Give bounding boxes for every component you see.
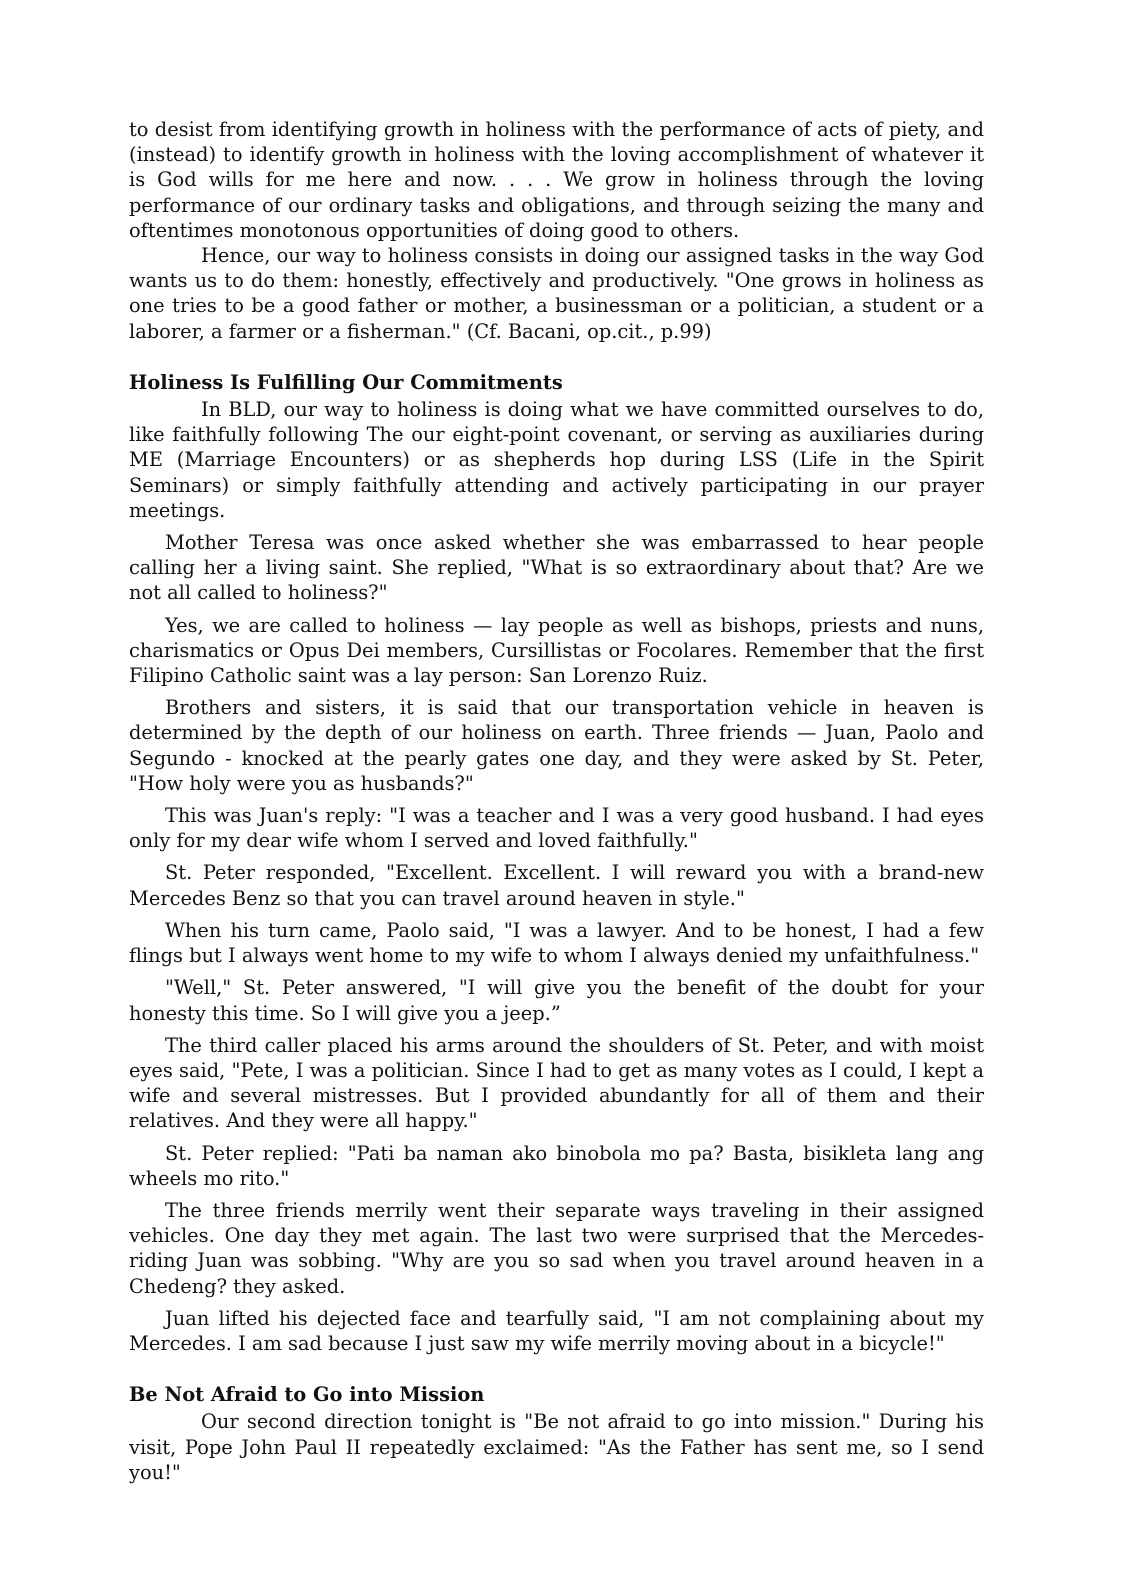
section1-paragraph-12: Juan lifted his dejected face and tearfully said, "I am not complaining about my Mercedes. I am sad because I just saw my wife merrily moving about in a bicycle!" — [129, 1306, 984, 1355]
section-heading-mission: Be Not Afraid to Go into Mission — [129, 1383, 485, 1407]
section1-paragraph-8: "Well," St. Peter answered, "I will give you the benefit of the doubt for your honesty this time. So I will give you a jeep.” — [129, 976, 984, 1025]
section1-paragraph-4: Brothers and sisters, it is said that our transportation vehicle in heaven is determined by the depth of our holiness on earth. Three friends — Juan, Paolo and Segundo - knocked at the pearly gates one day, and they were asked by St. Peter, "How holy were you as husbands?" — [129, 696, 984, 795]
section1-paragraph-2: Mother Teresa was once asked whether she was embarrassed to hear people calling her a living saint. She replied, "What is so extraordinary about that? Are we not all called to holiness?" — [129, 531, 984, 605]
section1-paragraph-6: St. Peter responded, "Excellent. Excellent. I will reward you with a brand-new Mercedes Benz so that you can travel around heaven in style." — [129, 861, 984, 910]
section1-paragraph-5: This was Juan's reply: "I was a teacher and I was a very good husband. I had eyes only for my dear wife whom I served and loved faithfully." — [129, 804, 984, 853]
section2-paragraph-1: Our second direction tonight is "Be not afraid to go into mission." During his visit, Pope John Paul II repeatedly exclaimed: "As the Father has sent me, so I send you!" — [129, 1410, 984, 1484]
section1-paragraph-3: Yes, we are called to holiness — lay people as well as bishops, priests and nuns, charismatics or Opus Dei members, Cursillistas or Focolares. Remember that the first Filipino Catholic saint was a lay person: San Lorenzo Ruiz. — [129, 613, 984, 688]
document-page — [129, 117, 984, 1485]
section-heading-holiness: Holiness Is Fulfilling Our Commitments — [129, 370, 563, 394]
section1-paragraph-7: When his turn came, Paolo said, "I was a lawyer. And to be honest, I had a few flings but I always went home to my wife to whom I always denied my unfaithfulness." — [129, 918, 984, 968]
intro-paragraph-1: to desist from identifying growth in holiness with the performance of acts of piety, and (instead) to identify growth in holiness with the loving accomplishment of whatever it is God wills for me here and now. . . . We grow in holiness through the loving performance of our ordinary tasks and obligations, and through seizing the many and oftentimes monotonous opportunities of doing good to others. — [129, 118, 984, 242]
section1-paragraph-10: St. Peter replied: "Pati ba naman ako binobola mo pa? Basta, bisikleta lang ang wheels mo rito." — [129, 1141, 984, 1190]
section1-paragraph-11: The three friends merrily went their separate ways traveling in their assigned vehicles. One day they met again. The last two were surprised that the Mercedes-riding Juan was sobbing. "Why are you so sad when you travel around heaven in a Chedeng? they asked. — [129, 1198, 984, 1298]
section1-paragraph-9: The third caller placed his arms around the shoulders of St. Peter, and with moist eyes said, "Pete, I was a politician. Since I had to get as many votes as I could, I kept a wife and several mistresses. But I provided abundantly for all of them and their relatives. And they were all happy." — [129, 1033, 984, 1133]
section1-paragraph-1: In BLD, our way to holiness is doing what we have committed ourselves to do, like faithfully following The our eight-point covenant, or serving as auxiliaries during ME (Marriage Encounters) or as shepherds hop during LSS (Life in the Spirit Seminars) or simply faithfully attending and actively participating in our prayer meetings. — [129, 398, 984, 522]
intro-paragraph-2: Hence, our way to holiness consists in doing our assigned tasks in the way God wants us to do them: honestly, effectively and productively. "One grows in holiness as one tries to be a good father or mother, a businessman or a politician, a student or a laborer, a farmer or a fisherman." (Cf. Bacani, op.cit., p.99) — [129, 244, 984, 343]
